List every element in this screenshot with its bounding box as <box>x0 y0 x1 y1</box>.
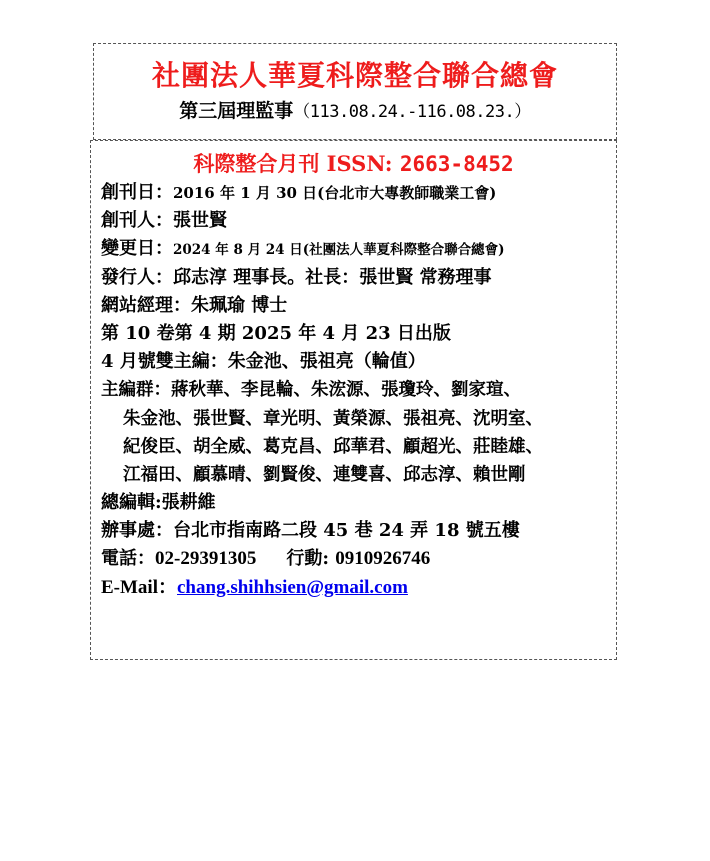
mobile-value: 0910926746 <box>335 548 431 570</box>
email-link[interactable]: chang.shihhsien@gmail.com <box>177 576 408 598</box>
journal-name-issn: 科際整合月刊 ISSN: <box>193 151 400 176</box>
editorial-group-row: 江福田、顧慕晴、劉賢俊、連雙喜、邱志淳、賴世剛 <box>123 464 526 485</box>
issn-number: 2663-8452 <box>399 152 514 176</box>
organization-title: 社團法人華夏科際整合聯合總會 <box>151 59 558 92</box>
editors-row: 4 月號雙主編：朱金池、張祖亮（輪值） <box>101 351 426 373</box>
founded-row <box>101 179 612 207</box>
chief-editor-row: 總編輯:張耕維 <box>101 492 216 514</box>
issn-title <box>91 148 616 178</box>
editorial-group-row: 朱金池、張世賢、章光明、黃榮源、張祖亮、沈明室、 <box>123 408 543 429</box>
founder-row <box>101 207 612 235</box>
journal-info-box <box>90 140 617 660</box>
email-label: E-Mail： <box>101 576 177 598</box>
header-box <box>93 43 617 140</box>
term-label: 第三屆理監事 <box>179 100 294 122</box>
founded-date: 2016 年 1 月 30 日 <box>173 184 318 202</box>
phone-row <box>101 545 612 573</box>
founded-label: 創刊日： <box>101 182 173 203</box>
changed-label: 變更日： <box>101 238 173 260</box>
editorial-group-row <box>101 376 612 404</box>
founder-label: 創刊人： <box>101 210 173 232</box>
info-list <box>101 179 612 602</box>
publisher-row: 發行人：邱志淳 理事長。社長：張世賢 常務理事 <box>101 266 492 288</box>
changed-date: 2024 年 8 月 24 日 <box>173 242 303 259</box>
founded-note: (台北市大專教師職業工會) <box>317 184 497 202</box>
editorial-group-row: 紀俊臣、胡全威、葛克昌、邱華君、顧超光、莊睦雄、 <box>123 436 543 457</box>
webmaster-row: 網站經理：朱珮瑜 博士 <box>101 294 288 316</box>
term-line <box>94 96 616 123</box>
mobile-label: 行動: <box>286 548 336 570</box>
term-dates: （113.08.24.-116.08.23.） <box>293 102 531 122</box>
editorial-group-label: 主編群： <box>101 380 171 401</box>
email-row <box>101 574 612 602</box>
phone-value: 02-29391305 <box>155 548 257 570</box>
changed-note: (社團法人華夏科際整合聯合總會) <box>302 242 505 259</box>
editorial-group-line: 蔣秋華、李昆輪、朱浤源、張瓊玲、劉家瑄、 <box>171 380 521 401</box>
issue-row: 第 10 卷第 4 期 2025 年 4 月 23 日出版 <box>101 322 451 344</box>
founder-name: 張世賢 <box>173 210 227 232</box>
phone-label: 電話： <box>101 548 155 570</box>
changed-row <box>101 235 612 263</box>
office-row: 辦事處：台北市指南路二段 45 巷 24 弄 18 號五樓 <box>101 520 520 542</box>
